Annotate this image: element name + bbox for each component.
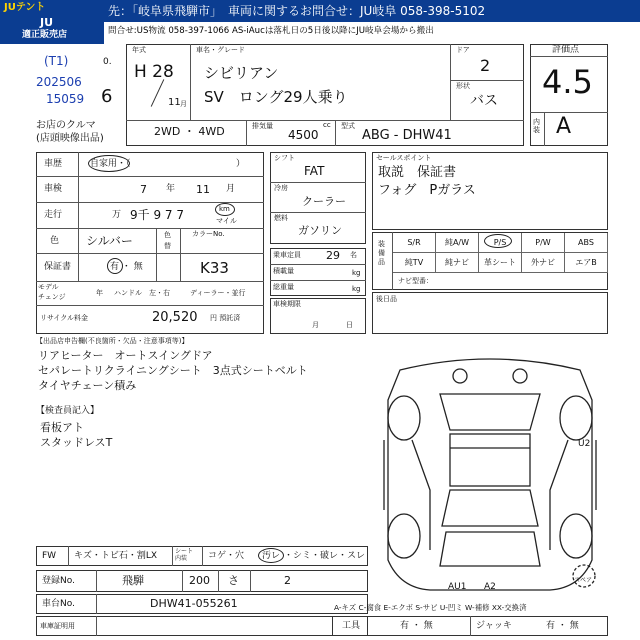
- equip-cell: 外ナビ: [522, 253, 565, 273]
- color-change-1: 色: [164, 231, 171, 239]
- door-value: 2: [480, 56, 491, 75]
- notes-line-3: タイヤチェーン積み: [38, 379, 137, 392]
- year-label: 年式: [132, 46, 146, 54]
- history-value: 自家用・（: [90, 159, 131, 169]
- ac-value: クーラー: [302, 195, 346, 208]
- equip-cell: P/W: [522, 233, 565, 253]
- chassis-value: DHW41-055261: [150, 597, 238, 610]
- expiry-label: 車検期限: [273, 300, 301, 308]
- jack-label: ジャッキ: [476, 621, 512, 631]
- recycle-value: 20,520: [152, 310, 198, 325]
- aftermarket-box: [372, 292, 608, 334]
- equip-cell: 純A/W: [436, 233, 479, 253]
- fw-label: FW: [42, 551, 57, 561]
- history-label: 車歴: [44, 159, 63, 169]
- inspector-note-2: スタッドレスT: [40, 436, 113, 449]
- capacity-label: 乗車定員: [273, 251, 301, 259]
- reg-num: 2: [284, 574, 291, 587]
- notes-line-1: リアヒーター オートスイングドア: [38, 349, 213, 362]
- capacity-value: 29: [326, 249, 340, 262]
- capacity-unit: 名: [350, 251, 357, 259]
- history-end: ）: [236, 159, 246, 169]
- equip-cell: S/R: [393, 233, 436, 253]
- logo-bottom: 適正販売店: [22, 30, 68, 40]
- inspection-month: 11: [196, 183, 210, 196]
- equip-cell: 革シート: [479, 253, 522, 273]
- lot-tag: (T1): [44, 54, 69, 68]
- sales-line-2: フォグ Pガラス: [378, 183, 476, 198]
- owner-row: [36, 616, 368, 636]
- equip-label: 装備品: [378, 240, 385, 267]
- shift-label: シフト: [274, 154, 295, 162]
- inspection-label: 車検: [44, 184, 63, 194]
- inspection-year: 7: [140, 183, 147, 196]
- model-label: 型式: [341, 122, 355, 130]
- inspector-note-1: 看板アト: [40, 421, 84, 434]
- interior-value: A: [556, 114, 572, 139]
- lot-id-2: 15059: [46, 92, 85, 106]
- spec-table: [36, 152, 264, 334]
- seat-label: シート 内装: [175, 548, 194, 563]
- ac-label: 冷房: [274, 184, 288, 192]
- fw-items: キズ・トビ石・割LX: [74, 551, 158, 561]
- score-value: 4.5: [542, 63, 593, 101]
- inspector-title: 【検査員記入】: [36, 406, 100, 416]
- month-value: 11: [168, 97, 181, 108]
- load-kg: kg: [352, 269, 361, 277]
- equip-cell: エアB: [565, 253, 608, 273]
- cc-unit: cc: [323, 121, 331, 129]
- store-note-2: (店頭映像出品): [36, 133, 104, 144]
- color-no-label: カラーNo.: [192, 230, 225, 238]
- weight-kg: kg: [352, 285, 361, 293]
- lot-digit: 6: [101, 86, 113, 107]
- door-label: ドア: [456, 46, 470, 54]
- shape-value: バス: [470, 93, 498, 109]
- chassis-label: 車台No.: [42, 599, 75, 609]
- color-change-2: 替: [164, 242, 171, 250]
- mileage-km: km: [219, 205, 230, 213]
- model-value: ABG - DHW41: [362, 128, 452, 143]
- owner-label: 車庫証明用: [40, 622, 75, 630]
- tools-label: 工具: [342, 621, 361, 631]
- warranty-value: 有 ・ 無: [110, 262, 143, 272]
- color-code: K33: [200, 259, 229, 277]
- color-label: 色: [50, 236, 60, 246]
- logo-top: JUテント: [4, 2, 46, 13]
- year-value: H 28: [134, 62, 174, 82]
- recycle-unit: 円 預託済: [210, 314, 241, 322]
- aftermarket-label: 後日品: [376, 295, 397, 303]
- no-label: 0.: [103, 57, 112, 67]
- handle-value: ハンドル 左・右: [114, 289, 170, 297]
- store-note-1: お店のクルマ: [36, 120, 96, 131]
- displacement-value: 4500: [288, 128, 319, 142]
- jack-value: 有 ・ 無: [546, 621, 579, 631]
- equip-cell: P/S: [479, 233, 522, 253]
- expiry-day: 日: [346, 321, 353, 329]
- expiry-month: 月: [312, 321, 319, 329]
- damage-u2: U2: [578, 439, 591, 449]
- score-label: 評価点: [552, 45, 580, 55]
- seat-rest: ・シミ・破レ・スレ: [284, 551, 366, 561]
- shape-label: 形状: [456, 82, 470, 90]
- notes-title: 【出品店申告欄(不良箇所・欠品・注意事項等)】: [36, 337, 189, 345]
- month-unit-label: 月: [226, 184, 236, 194]
- damage-legend: A-キズ C-腐食 E-エクボ S-サビ U-凹ミ W-補修 XX-交換済: [334, 603, 527, 612]
- tools-value: 有 ・ 無: [400, 621, 433, 631]
- reg-class: 200: [189, 574, 210, 587]
- displacement-label: 排気量: [252, 122, 273, 130]
- model-change-1: モデル: [38, 283, 59, 291]
- mileage-label: 走行: [44, 210, 63, 220]
- vehicle-grade: SV ロング29人乗り: [204, 88, 348, 106]
- history-circle: [88, 155, 130, 172]
- spare-label: スペア: [574, 577, 593, 584]
- equip-cell: ABS: [565, 233, 608, 253]
- interior-label: 内装: [533, 118, 540, 135]
- model-change-2: 年: [96, 289, 103, 297]
- weight-label: 総重量: [273, 283, 294, 291]
- color-value: シルバー: [86, 234, 133, 248]
- notes-line-2: セパレートリクライニングシート 3点式シートベルト: [38, 364, 308, 377]
- warranty-circle: [107, 258, 123, 274]
- vehicle-name: シビリアン: [204, 64, 279, 82]
- ps-circle: [484, 234, 512, 248]
- reg-place: 飛騨: [122, 574, 144, 587]
- drive-value: 2WD ・ 4WD: [154, 125, 225, 138]
- mileage-mile: マイル: [216, 217, 237, 225]
- sales-title: セールスポイント: [376, 154, 432, 162]
- model-change-3: チェンジ: [38, 293, 66, 301]
- warranty-label: 保証書: [44, 262, 72, 272]
- year-unit: 年: [166, 184, 176, 194]
- reg-label: 登録No.: [42, 576, 75, 586]
- seat-items: コゲ・穴: [208, 551, 245, 561]
- equip-cell: 純TV: [393, 253, 436, 273]
- name-label: 車名・グレード: [196, 46, 245, 54]
- recycle-label: リサイクル料金: [40, 314, 89, 322]
- reg-kana: さ: [228, 574, 239, 587]
- header-contact: 先：「岐阜県飛騨市」 車両に関するお問合せ：JU岐阜 058-398-5102: [108, 4, 486, 18]
- logo-mid: JU: [40, 16, 54, 29]
- fuel-label: 燃料: [274, 214, 288, 222]
- damage-au1: AU1: [448, 582, 467, 592]
- lot-id-1: 202506: [36, 75, 82, 89]
- seat-stain: 汚レ: [262, 551, 281, 561]
- car-diagram: [370, 340, 610, 596]
- mileage-ten-thousand: 万: [112, 210, 122, 220]
- mileage-digits: 9千 9 7 7: [130, 208, 184, 222]
- damage-a2: A2: [484, 582, 496, 592]
- load-label: 積載量: [273, 267, 294, 275]
- equip-cell: 純ナビ: [436, 253, 479, 273]
- navi-label: ナビ型番：: [398, 277, 433, 285]
- month-unit: 月: [180, 100, 187, 108]
- dealer-value: ディーラー・並行: [190, 289, 246, 297]
- stain-circle: [258, 548, 284, 563]
- shift-value: FAT: [304, 164, 325, 178]
- header-subline: 問合せ:US物流 058-397-1066 AS-iAucは落札日の5日後以降にJU岐阜会場から搬出: [108, 26, 434, 36]
- sales-line-1: 取説 保証書: [378, 165, 457, 180]
- fuel-value: ガソリン: [298, 224, 342, 237]
